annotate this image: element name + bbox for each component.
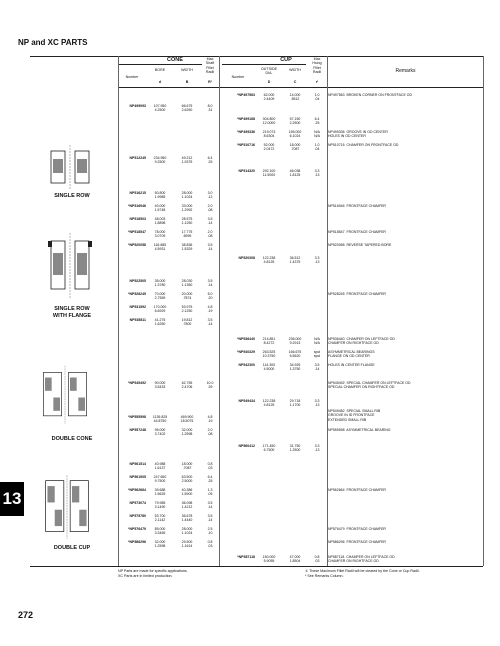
double-cup-drawing bbox=[42, 472, 92, 542]
cone-width-cell: 66.675 2.6250 bbox=[181, 104, 193, 113]
cone-width-cell: 38.836 1.5329 bbox=[181, 243, 193, 252]
remarks-cell: NP497563 BROKEN CORNER ON FRONTFACE OD bbox=[328, 93, 413, 97]
cone-header: CONE bbox=[167, 57, 183, 63]
table-row bbox=[118, 501, 483, 513]
cup-fillet-cell: 3.3 .13 bbox=[314, 169, 320, 178]
remarks-cell: NP528245 FRONTFACE CHAMFER bbox=[328, 292, 386, 296]
table-row bbox=[118, 117, 483, 129]
remarks-cell: HOLES IN CENTER FLANGE bbox=[328, 363, 375, 367]
cup-outside-dia-cell: 292.100 11.5000 bbox=[262, 169, 276, 178]
remarks-cell: NP555598 ASYMMETRICAL BEARING bbox=[328, 428, 391, 432]
cup-width-cell: 36.512 1.4375 bbox=[289, 256, 301, 265]
table-row bbox=[118, 217, 483, 229]
cone-number-cell: *NP562664 bbox=[128, 488, 146, 492]
cone-width-cell: 32.000 1.2598 bbox=[181, 428, 193, 437]
footnote-left-2: XC Parts are in limited production. bbox=[118, 574, 173, 578]
cup-number-cell: *NP499336 bbox=[237, 130, 255, 134]
cone-width-cell: 62.755 2.4706 bbox=[181, 381, 193, 390]
cone-width-cell: 28.000 1.1024 bbox=[181, 527, 193, 536]
cone-number-cell: NP522505 bbox=[129, 279, 146, 283]
remarks-cell: NP586296 FRONTFACE CHAMFER bbox=[328, 540, 386, 544]
cone-bore-cell: 85.000 3.3465 bbox=[154, 527, 166, 536]
cone-number-cell: NP516215 bbox=[129, 191, 146, 195]
cup-number-cell: *NP540329 bbox=[237, 350, 255, 354]
cone-bore-cell: 40.000 1.5748 bbox=[154, 204, 166, 213]
cup-fillet-cell: 1.0 .04 bbox=[314, 93, 320, 102]
cup-outside-dia-cell: 171.450 6.7500 bbox=[262, 444, 276, 453]
cone-fillet-cell: 2.0 .08 bbox=[207, 428, 213, 437]
cone-number-cell: *NP545492 bbox=[128, 381, 146, 385]
cone-fillet-cell: 8.0 .31 bbox=[207, 104, 213, 113]
cone-number-cell: *NP520058 bbox=[128, 243, 146, 247]
cone-number-cell: *NP555598 bbox=[128, 415, 146, 419]
table-row bbox=[118, 104, 483, 116]
cup-width-cell: 29.718 1.1700 bbox=[289, 399, 301, 408]
footnote-right-2: * See Remarks Column. bbox=[305, 574, 344, 578]
cup-outside-dia-cell: 150.000 5.9055 bbox=[262, 555, 276, 564]
cone-bore-cell: 39.688 1.5625 bbox=[154, 488, 166, 497]
table-row bbox=[118, 475, 483, 487]
cone-width-cell: 28.030 1.1350 bbox=[181, 279, 193, 288]
cup-number-cell: NP560412 bbox=[238, 444, 255, 448]
cone-bore-cell: 95.000 3.7402 bbox=[154, 428, 166, 437]
table-row bbox=[118, 527, 483, 539]
table-row bbox=[118, 156, 483, 168]
cup-outside-dia-cell: 214.851 8.4272 bbox=[262, 337, 276, 346]
table-row bbox=[118, 169, 483, 181]
single-row-flange-drawing bbox=[45, 233, 95, 298]
cone-fillet-cell: 10.0 .39 bbox=[206, 381, 214, 390]
cone-number-header: Number bbox=[125, 75, 139, 79]
cone-width-cell: 28.000 1.1024 bbox=[181, 191, 193, 200]
cup-number-cell: *NP499168 bbox=[237, 117, 255, 121]
cone-bore-cell: 35.000 1.3780 bbox=[154, 279, 166, 288]
cone-bore-cell: 234.950 9.2500 bbox=[153, 156, 167, 165]
table-row bbox=[118, 305, 483, 317]
cup-fillet-cell: 1.0 .04 bbox=[314, 143, 320, 152]
table-row bbox=[118, 143, 483, 155]
cone-bore-cell: 78.000 3.0709 bbox=[154, 230, 166, 239]
table-row bbox=[118, 415, 483, 427]
cone-fillet-cell: 1.3 .05 bbox=[207, 488, 213, 497]
table-row bbox=[118, 230, 483, 242]
cup-number-cell: NP520308 bbox=[238, 256, 255, 260]
cone-width-cell: 29.500 1.1614 bbox=[181, 540, 193, 549]
table-row bbox=[118, 130, 483, 142]
col-D-header: D bbox=[267, 80, 271, 84]
cone-width-cell: 19.812 .7800 bbox=[181, 318, 193, 327]
single-row-drawing bbox=[45, 145, 95, 189]
cup-fillet-cell: 6.4 .25 bbox=[314, 117, 320, 126]
cone-number-cell: *NP576479 bbox=[128, 527, 146, 531]
table-row bbox=[118, 243, 483, 255]
cone-number-cell: *NP516946 bbox=[128, 204, 146, 208]
cone-fillet-cell: 4.8 .19 bbox=[207, 305, 213, 314]
cup-width-cell: 31.750 1.2500 bbox=[289, 444, 301, 453]
cone-width-cell: 49.212 1.9375 bbox=[181, 156, 193, 165]
double-cone-drawing bbox=[40, 360, 90, 430]
remarks-cell: NP518547 FRONTFACE CHAMFER bbox=[328, 230, 386, 234]
cone-fillet-cell: 5.0 .20 bbox=[207, 292, 213, 301]
cup-number-cell: NP514320 bbox=[238, 169, 255, 173]
footnote-right-1: ① These Maximum Fillet Radii will be cleared by the Cone or Cup Radii. bbox=[305, 569, 420, 573]
remarks-cell: NP499336 GROOVE IN OD CENTER HOLES IN OD CENTER bbox=[328, 130, 388, 139]
cone-bore-cell: 79.985 3.1490 bbox=[154, 501, 166, 510]
cone-fillet-cell: 0.8 .03 bbox=[207, 540, 213, 549]
cup-number-header: Number bbox=[231, 75, 245, 79]
table-row bbox=[118, 428, 483, 440]
cup-max-header: Max Hsing Fillet Radii bbox=[312, 57, 322, 75]
cone-fillet-cell: 2.5 .10 bbox=[207, 527, 213, 536]
cone-number-cell: *NP528245 bbox=[128, 292, 146, 296]
section-single-row-flange: SINGLE ROW WITH FLANGE bbox=[52, 306, 92, 319]
cone-number-cell: *NP518547 bbox=[128, 230, 146, 234]
cone-bore-cell: 48.003 1.8898 bbox=[154, 217, 166, 226]
cup-outside-dia-cell: 219.073 8.6304 bbox=[262, 130, 276, 139]
cone-fillet-cell: 0.8 .03 bbox=[207, 462, 213, 471]
cone-width-cell: 28.575 1.1250 bbox=[181, 217, 193, 226]
cup-width-cell: 57.150 2.2500 bbox=[289, 117, 301, 126]
cone-bore-cell: 32.000 1.2598 bbox=[154, 540, 166, 549]
table-row bbox=[118, 191, 483, 203]
cup-fillet-cell: 3.5 .14 bbox=[314, 363, 320, 372]
cone-width-cell: 469.900 18.5075 bbox=[180, 415, 194, 424]
bore-header: BORE bbox=[154, 68, 166, 72]
cone-width-cell: 18.000 .7087 bbox=[181, 462, 193, 471]
cone-number-cell: NP499093 bbox=[129, 104, 146, 108]
section-single-row: SINGLE ROW bbox=[54, 193, 90, 199]
cup-outside-dia-cell: 304.800 12.0000 bbox=[262, 117, 276, 126]
col-d-header: d bbox=[158, 80, 162, 84]
cone-fillet-cell: 3.5 .14 bbox=[207, 318, 213, 327]
cup-fillet-cell: spcl spcl bbox=[313, 350, 321, 359]
cone-max-header: Max Shaft Fillet Radii bbox=[205, 57, 215, 75]
remarks-header: Remarks bbox=[395, 68, 416, 74]
cone-bore-cell: 90.000 3.5433 bbox=[154, 381, 166, 390]
table-row bbox=[118, 337, 483, 349]
cone-number-cell: *NP586296 bbox=[128, 540, 146, 544]
cup-outside-dia-cell: 122.238 4.8125 bbox=[262, 399, 276, 408]
cup-outside-dia-cell: 114.300 4.5000 bbox=[262, 363, 276, 372]
cone-width-cell: 33.000 1.2992 bbox=[181, 204, 193, 213]
table-row bbox=[118, 444, 483, 456]
cup-number-cell: *NP536440 bbox=[237, 337, 255, 341]
cup-width-cell: 34.925 1.3750 bbox=[289, 363, 301, 372]
remarks-cell: NP576479 FRONTFACE CHAMFER bbox=[328, 527, 386, 531]
footnote-left-1: NP Parts are made for specific applications. bbox=[118, 569, 188, 573]
cup-number-cell: *NP497563 bbox=[237, 93, 255, 97]
cone-fillet-cell: 3.5 .14 bbox=[207, 501, 213, 510]
remarks-cell: NP510716 CHAMFER ON FRONTFACE OD bbox=[328, 143, 399, 147]
cone-fillet-cell: 2.0 .08 bbox=[207, 230, 213, 239]
cup-width-header: WIDTH bbox=[289, 68, 301, 72]
cup-number-cell: *NP510716 bbox=[237, 143, 255, 147]
cone-bore-cell: 1139.825 44.8750 bbox=[152, 415, 168, 424]
cone-bore-cell: 116.685 4.5931 bbox=[153, 243, 167, 252]
cone-width-cell: 17.775 .6999 bbox=[181, 230, 193, 239]
cone-number-cell: NP561905 bbox=[129, 475, 146, 479]
page-number: 272 bbox=[18, 610, 34, 620]
cup-number-cell: *NP587118 bbox=[237, 555, 255, 559]
col-C-header: C bbox=[293, 80, 297, 84]
cone-number-cell: NP531592 bbox=[129, 305, 146, 309]
cup-outside-dia-cell: 62.000 2.4409 bbox=[263, 93, 275, 102]
cone-bore-cell: 53.700 2.1142 bbox=[154, 514, 166, 523]
cone-width-cell: 36.678 1.4440 bbox=[181, 514, 193, 523]
cone-width-header: WIDTH bbox=[181, 68, 193, 72]
cone-fillet-cell: 3.5 .14 bbox=[207, 217, 213, 226]
cup-width-cell: 236.000 9.2913 bbox=[288, 337, 302, 346]
cone-width-cell: 53.975 2.1250 bbox=[181, 305, 193, 314]
remarks-cell: NP520058 REVERSE TAPERED BORE bbox=[328, 243, 392, 247]
section-tab: 13 bbox=[0, 482, 24, 516]
cone-width-cell: 40.386 1.5900 bbox=[181, 488, 193, 497]
cup-number-cell: NP542300 bbox=[238, 363, 255, 367]
cone-number-cell: NP561514 bbox=[129, 462, 146, 466]
cup-outside-dia-cell: 52.000 2.0472 bbox=[263, 143, 275, 152]
cone-number-cell: NP573074 bbox=[129, 501, 146, 505]
remarks-cell: ASYMMETRICAL BEARINGS FLANGE ON OD CENTER bbox=[328, 350, 375, 359]
table-row bbox=[118, 256, 483, 268]
cup-outside-dia-cell: 122.238 4.8125 bbox=[262, 256, 276, 265]
cone-bore-cell: 247.650 9.7500 bbox=[153, 475, 167, 484]
cup-fillet-cell: 0.8 .03 bbox=[314, 555, 320, 564]
remarks-cell: NP587118 CHAMFER ON LEFTFACE OD CHAMFER ON RIGHTFACE OD bbox=[328, 555, 395, 564]
cone-number-cell: NP575780 bbox=[129, 514, 146, 518]
section-double-cone: DOUBLE CONE bbox=[51, 436, 93, 442]
cone-fillet-cell: 6.4 .25 bbox=[207, 156, 213, 165]
table-row bbox=[118, 488, 483, 500]
cone-fillet-cell: 3.5 .14 bbox=[207, 243, 213, 252]
cone-bore-cell: 170.000 6.6929 bbox=[153, 305, 167, 314]
table-row bbox=[118, 555, 483, 567]
cup-width-cell: 166.675 6.5620 bbox=[288, 350, 302, 359]
table-row bbox=[118, 514, 483, 526]
cup-r-header: r¹ bbox=[315, 80, 319, 84]
cup-fillet-cell: N/A N/A bbox=[314, 337, 320, 346]
table-row bbox=[118, 292, 483, 304]
cone-number-cell: NP512245 bbox=[129, 156, 146, 160]
cup-header: CUP bbox=[280, 57, 292, 63]
table-row bbox=[118, 318, 483, 330]
cone-width-cell: 63.500 2.5000 bbox=[181, 475, 193, 484]
cup-width-cell: 46.038 1.8125 bbox=[289, 169, 301, 178]
cone-bore-cell: 70.000 2.7559 bbox=[154, 292, 166, 301]
cone-width-cell: 20.000 .7874 bbox=[181, 292, 193, 301]
cup-fillet-cell: 3.3 .13 bbox=[314, 444, 320, 453]
cup-fillet-cell: 3.3 .13 bbox=[314, 256, 320, 265]
cup-fillet-cell: 3.3 .13 bbox=[314, 399, 320, 408]
page-title: NP and XC PARTS bbox=[18, 38, 88, 47]
cone-number-cell: NP557248 bbox=[129, 428, 146, 432]
table-row bbox=[118, 381, 483, 393]
cone-fillet-cell: 4.8 .19 bbox=[207, 415, 213, 424]
remarks-cell: NP536440 CHAMFER ON LEFTFACE OD CHAMFER ON RIGHTFACE OD bbox=[328, 337, 395, 346]
cone-bore-cell: 41.275 1.6250 bbox=[154, 318, 166, 327]
cup-outside-dia-cell: 263.525 10.3750 bbox=[262, 350, 276, 359]
remarks-cell: NP516946 FRONTFACE CHAMFER bbox=[328, 204, 386, 208]
table-row bbox=[118, 279, 483, 291]
cone-fillet-cell: 2.0 .08 bbox=[207, 204, 213, 213]
table-row bbox=[118, 462, 483, 474]
cone-number-cell: NP535811 bbox=[129, 318, 146, 322]
cone-width-cell: 36.098 1.4212 bbox=[181, 501, 193, 510]
cone-bore-cell: 50.800 1.9985 bbox=[154, 191, 166, 200]
table-row bbox=[118, 350, 483, 362]
remarks-cell: NP545492 SPECIAL CHAMFER ON LEFTFACE OD SPECIAL CHAMFER ON RIGHTFACE OD bbox=[328, 381, 411, 390]
cone-number-cell: NP518503 bbox=[129, 217, 146, 221]
cup-width-cell: 155.000 6.1024 bbox=[288, 130, 302, 139]
cone-bore-cell: 40.988 1.6137 bbox=[154, 462, 166, 471]
cup-fillet-cell: N/A N/A bbox=[314, 130, 320, 139]
cup-width-cell: 47.000 1.8504 bbox=[289, 555, 301, 564]
remarks-cell: NP562664 FRONTFACE CHAMFER bbox=[328, 488, 386, 492]
section-double-cup: DOUBLE CUP bbox=[53, 545, 91, 551]
outside-dia-header: OUTSIDE DIA. bbox=[261, 67, 277, 76]
remarks-cell: NP549482 SPECIAL SMALL RIB GROOVE IN ID FRONTFACE EXTENDED SMALL RIB bbox=[328, 409, 381, 422]
table-row bbox=[118, 540, 483, 552]
cone-fillet-cell: 6.4 .25 bbox=[207, 475, 213, 484]
cup-number-cell: NP549434 bbox=[238, 399, 255, 403]
cone-fillet-cell: 3.5 .14 bbox=[207, 279, 213, 288]
cone-fillet-cell: 3.0 .12 bbox=[207, 191, 213, 200]
table-row bbox=[118, 363, 483, 375]
cone-r-header: R¹ bbox=[208, 80, 212, 84]
cup-width-cell: 18.000 .7087 bbox=[289, 143, 301, 152]
cone-bore-cell: 107.950 4.2500 bbox=[153, 104, 167, 113]
cone-fillet-cell: 3.5 .14 bbox=[207, 514, 213, 523]
col-b-header: B bbox=[185, 80, 189, 84]
cup-width-cell: 14.000 .5512 bbox=[289, 93, 301, 102]
table-row bbox=[118, 204, 483, 216]
